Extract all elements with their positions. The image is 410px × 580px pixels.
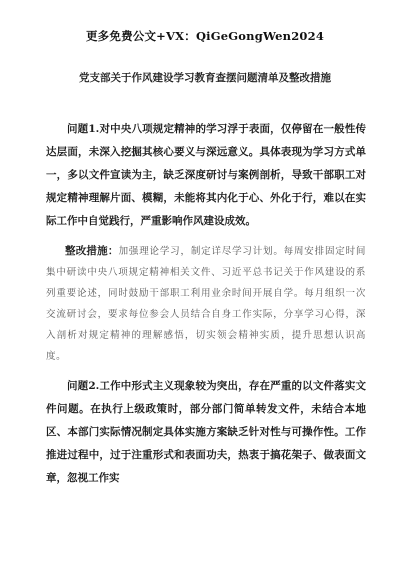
document-title: 党支部关于作风建设学习教育查摆问题清单及整改措施 [79, 72, 331, 84]
measure-1-paragraph [46, 241, 366, 367]
measure-1-text: 加强理论学习，制定详尽学习计划。每周安排固定时间集中研读中央八项规定精神相关文件、习近平总书记关于作风建设的系列重要论述，同时鼓励干部职工利用业余时间开展自学。每月组织一次交流研讨会，要求每位参会人员结合自身工作实际，分享学习心得，深入剖析对规定精神的理解感悟，切实领会精神实质，提升思想认识高度。 [46, 246, 366, 362]
problem-1-paragraph: 问题1.对中央八项规定精神的学习浮于表面，仅停留在一般性传达层面，未深入挖掘其核心要义与深远意义。具体表现为学习方式单一，多以文件宣读为主，缺乏深度研讨与案例剖析，导致干部职工对规定精神理解片面、模糊，未能将其内化于心、外化于行，难以在实际工作中自觉践行，严重影响作风建设成效。 [46, 123, 366, 227]
problem-2-paragraph: 问题2.工作中形式主义现象较为突出，存在严重的以文件落实文件问题。在执行上级政策时，部分部门简单转发文件，未结合本地区、本部门实际情况制定具体实施方案缺乏针对性与可操作性。工作推进过程中，过于注重形式和表面功夫，热衷于搞花架子、做表面文章，忽视工作实 [46, 380, 366, 484]
page-header: 更多免费公文+VX：QiGeGongWen2024 [85, 29, 325, 43]
measure-1-lead: 整改措施： [65, 245, 119, 257]
document-body [46, 118, 366, 498]
